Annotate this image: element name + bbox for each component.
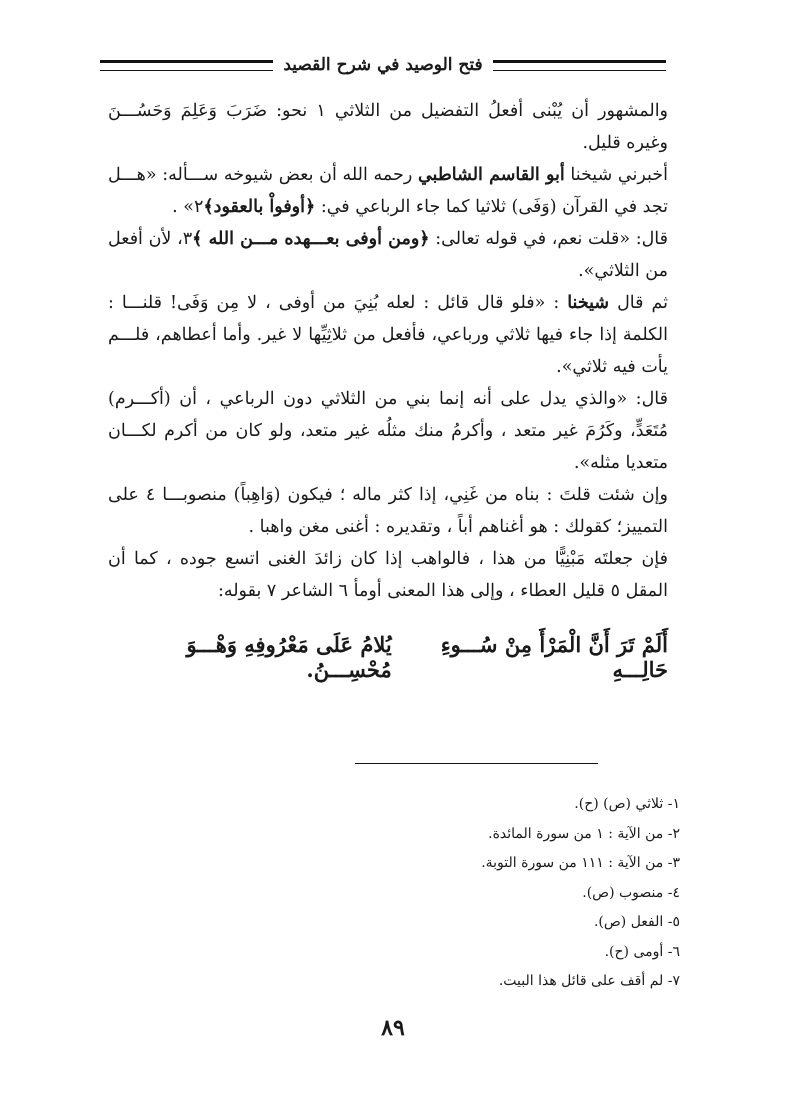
verse-hemistich-1: أَلَمْ تَرَ أَنَّ الْمَرْأَ مِنْ سُـــوءِ حَالِـــهِ	[440, 632, 668, 682]
paragraph-2-text-a: أخبرني شيخنا	[564, 165, 668, 185]
paragraph-4-name: شيخنا	[567, 293, 610, 313]
paragraph-3-quran-quote: ﴿ومن أوفى بعـــهده مـــن الله ﴾	[192, 229, 430, 249]
paragraph-2	[108, 159, 668, 223]
footnote-item: ٣- من الآية : ١١١ من سورة التوبة.	[481, 855, 680, 871]
paragraph-3-text-c: ٣، لأن أفعل من الثلاثي».	[108, 229, 668, 281]
running-title: فتح الوصيد في شرح القصيد	[283, 55, 483, 75]
footnote-separator	[355, 763, 598, 764]
paragraph-3-text-a: قال: «قلت نعم، في قوله تعالى:	[429, 229, 669, 249]
page-number: ٨٩	[381, 1015, 405, 1041]
footnote-item: ٦- أومى (ح).	[604, 943, 680, 960]
paragraph-4	[108, 287, 668, 383]
footnote-item: ١- ثلاثي (ص) (ح).	[574, 796, 680, 812]
header-rule-right	[493, 60, 666, 71]
paragraph-2-quran-quote: ﴿أوفواْ بالعقود﴾	[203, 197, 316, 217]
footnote-item: ٤- منصوب (ص).	[582, 884, 680, 901]
paragraph-3	[108, 223, 668, 287]
footnote-item: ٢- من الآية : ١ من سورة المائدة.	[488, 825, 680, 842]
footnote-item: ٥- الفعل (ص).	[593, 914, 680, 930]
footnote-item: ٧- لم أقف على قائل هذا البيت.	[498, 973, 680, 989]
paragraph-2-text-c: رحمه الله أن بعض شيوخه ســـأله: «هـــل تجد في القرآن (وَفَى) ثلاثيا كما جاء الرباعي في:	[108, 165, 668, 217]
paragraph-2-name: أبو القاسم الشاطبي	[417, 165, 565, 185]
paragraph-1: والمشهور أن يُبْنى أفعلُ التفضيل من الثلاثي ١ نحو: ضَرَبَ وَعَلِمَ وَحَسُـــنَ وغيره قليل.	[108, 101, 669, 153]
paragraph-6: وإن شئت قلتَ : بناه من غَنِي، إذا كثر ماله ؛ فيكون (وَاهِباً) منصوبـــا ٤ على التمييز؛ كقولك : هو أغناهم أباً ، وتقديره : أغنى مغن واهبا .	[108, 485, 668, 537]
paragraph-4-text-a: ثم قال	[609, 293, 668, 313]
verse-hemistich-2: يُلامُ عَلَى مَعْرُوفِهِ وَهْـــوَ مُحْسِـــنُ.	[186, 632, 392, 682]
paragraph-5: قال: «والذي يدل على أنه إنما بني من الثلاثي دون الرباعي ، أن (أكـــرم) مُتَعَدٍّ، وكَرُمَ غير متعد ، وأكرمُ منك مثلُه غير متعد، ولو كان من أكرم لكـــان متعديا مثله».	[108, 389, 668, 473]
page-header	[100, 50, 666, 80]
paragraph-7: فإن جعلتَه مَبْنِيًّا من هذا ، فالواهب إذا كان زائدَ الغنى اتسع جوده ، كما أن المقل ٥ قليل العطاء ، وإلى هذا المعنى أومأ ٦ الشاعر ٧ بقوله:	[108, 549, 668, 601]
header-rule-left	[100, 60, 273, 71]
paragraph-2-text-e: ٢» .	[172, 197, 204, 217]
paragraph-4-text-c: : «فلو قال قائل : لعله بُنِيَ من أوفى ، لا مِن وَفَى! قلنـــا : الكلمة إذا جاء فيها ثلاثي ورباعي، فأفعل من ثلاثِيِّها لا غير. وأما أعطاهم، فلـــم يأت فيه ثلاثي».	[108, 293, 668, 377]
footnotes	[200, 790, 680, 997]
poetry-verse	[108, 632, 668, 682]
main-text	[108, 95, 668, 607]
